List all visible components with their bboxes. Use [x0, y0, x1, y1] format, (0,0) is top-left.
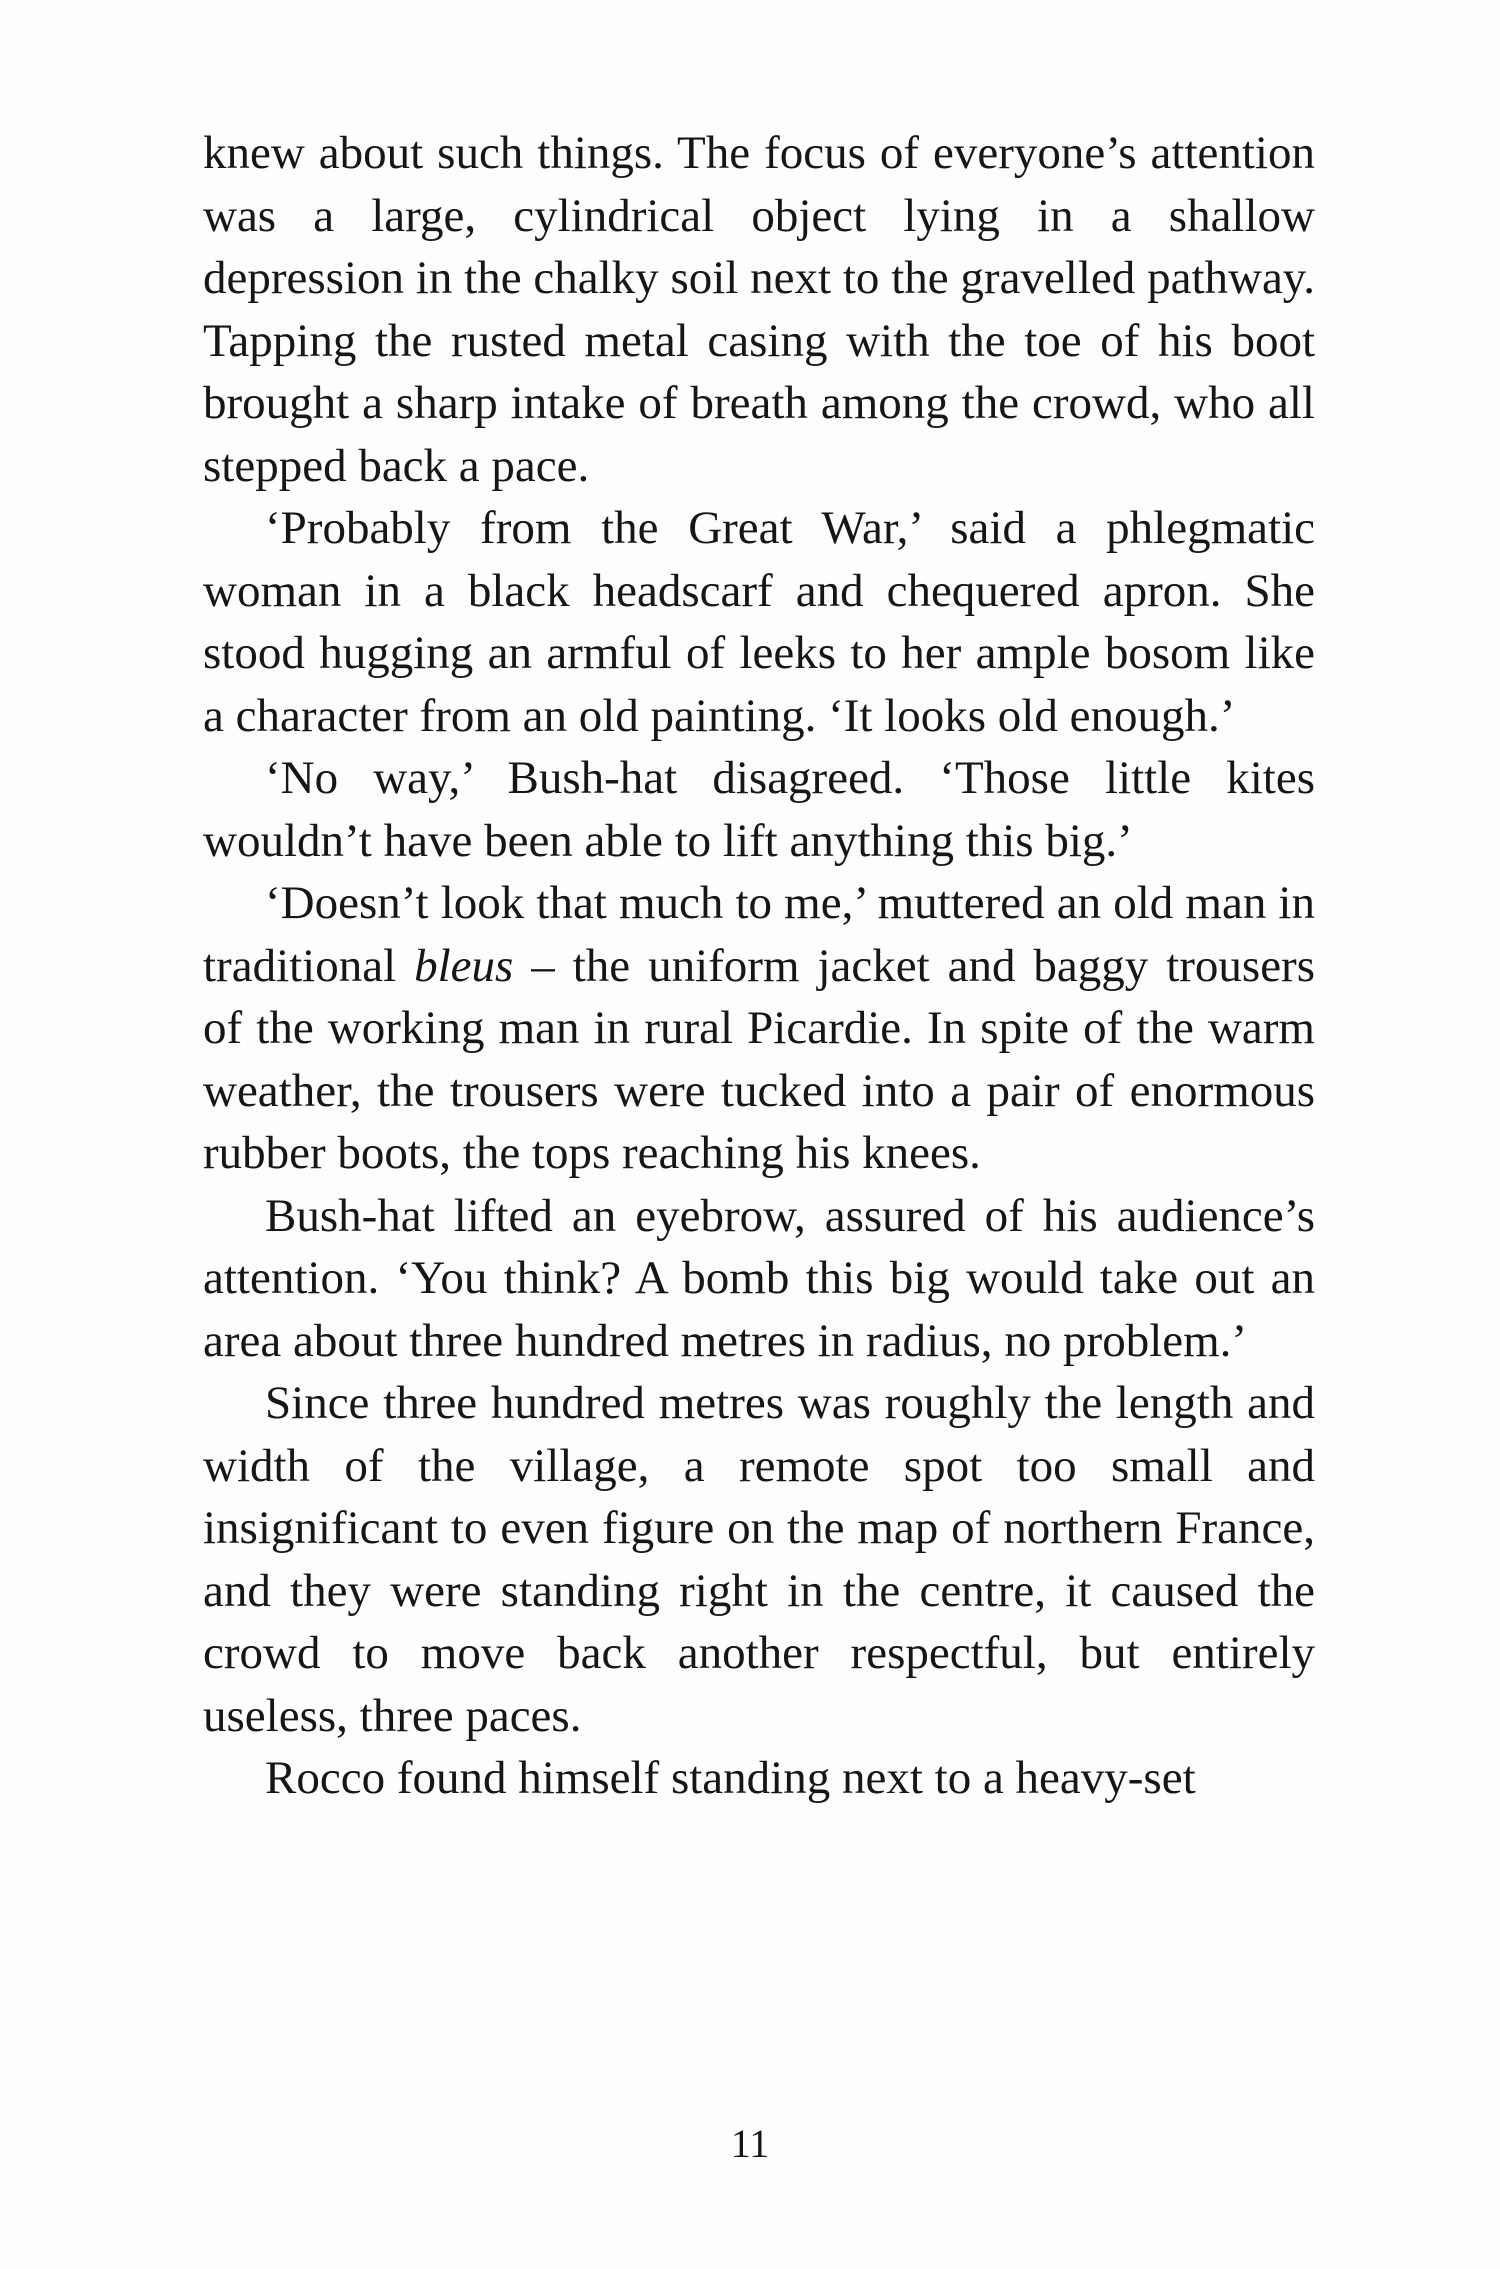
- page-number: 11: [730, 2121, 770, 2166]
- paragraph: [203, 1185, 1315, 1373]
- paragraph-text: ‘Probably from the Great War,’ said a phlegmatic woman in a black headscarf and chequered apron. She stood hugging an armful of leeks to her ample bosom like a character from an old painting. ‘It looks old enough.’: [203, 502, 1315, 742]
- paragraph-text: ‘No way,’ Bush-hat disagreed. ‘Those little kites wouldn’t have been able to lift anything this big.’: [203, 752, 1315, 867]
- paragraph-text: – the uniform jacket and baggy trousers of the working man in rural Picardie. In spite of the warm weather, the trousers were tucked into a pair of enormous rubber boots, the tops reaching his knees.: [203, 939, 1315, 1179]
- paragraph: [203, 747, 1315, 872]
- paragraph-text: ‘Doesn’t look that much to me,’ muttered an old man in traditional: [203, 877, 1315, 992]
- paragraph: [203, 872, 1315, 1185]
- paragraph-text: Since three hundred metres was roughly the length and width of the village, a remote spot too small and insignificant to even figure on the map of northern France, and they were standing right in the centre, it caused the crowd to move back another respectful, but entirely useless, three paces.: [203, 1377, 1315, 1742]
- paragraph: [203, 497, 1315, 747]
- body-text: [203, 122, 1315, 1810]
- paragraph: [203, 1372, 1315, 1747]
- paragraph-text: knew about such things. The focus of everyone’s attention was a large, cylindrical object lying in a shallow depression in the chalky soil next to the gravelled pathway. Tapping the rusted metal casing with the toe of his boot brought a sharp intake of breath among the crowd, who all stepped back a pace.: [203, 127, 1315, 492]
- paragraph-text: Rocco found himself standing next to a heavy-set: [265, 1752, 1196, 1804]
- paragraph: [203, 1747, 1315, 1810]
- paragraph: [203, 122, 1315, 497]
- paragraph-text: Bush-hat lifted an eyebrow, assured of his audience’s attention. ‘You think? A bomb this big would take out an area about three hundred metres in radius, no problem.’: [203, 1189, 1315, 1367]
- italic-word: bleus: [414, 939, 514, 992]
